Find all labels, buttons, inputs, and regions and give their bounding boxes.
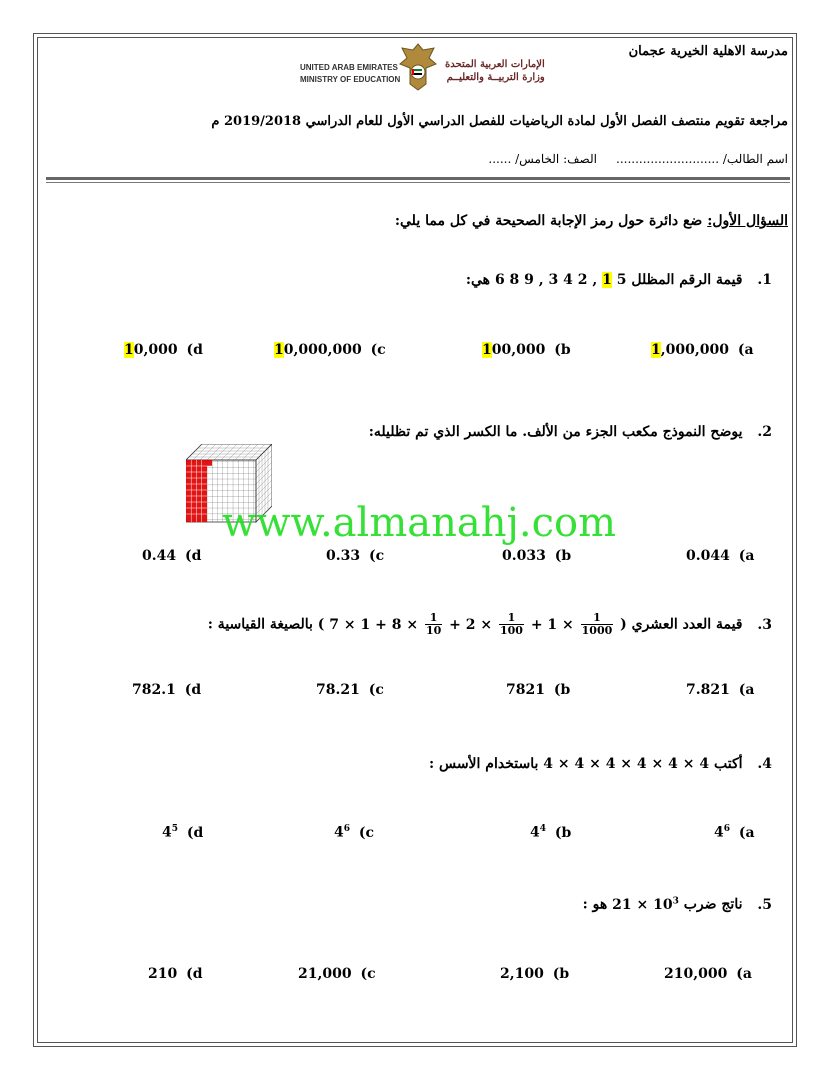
q1-option-a[interactable]: 1,000,000 (a <box>651 342 754 358</box>
q5-option-c[interactable]: 21,000 (c <box>298 966 376 982</box>
q2-option-d[interactable]: 0.44 (d <box>142 548 202 564</box>
decimal-expression: 7 × 1 + 8 × $\frac{1}{10}$ + 2 × $\frac{1}{100}$ + 1 × $\frac{1}{1000}$ <box>329 611 613 637</box>
q5-option-a[interactable]: 210,000 (a <box>664 966 752 982</box>
q1-option-d[interactable]: 10,000 (d <box>124 342 203 358</box>
q3-option-b[interactable]: 7821 (b <box>506 682 571 698</box>
q3-option-a[interactable]: 7.821 (a <box>686 682 755 698</box>
q3-option-d[interactable]: 782.1 (d <box>132 682 202 698</box>
shaded-number: 6 8 9 , 3 4 2 , 1 5 <box>494 272 627 288</box>
student-name-label: اسم الطالب/ ........................... <box>616 152 788 166</box>
product-expression: $21 \times 10^3$ <box>612 896 679 913</box>
q1-option-c[interactable]: 10,000,000 (c <box>274 342 386 358</box>
q5-option-b[interactable]: 2,100 (b <box>500 966 570 982</box>
q3-option-c[interactable]: 78.21 (c <box>316 682 384 698</box>
grade-label: الصف: الخامس/ ...... <box>488 152 597 166</box>
q4-option-a[interactable]: $4^6$ (a <box>714 824 755 841</box>
q5-option-d[interactable]: 210 (d <box>148 966 203 982</box>
ministry-logo-arabic: الإمارات العربية المتحدة وزارة التربيــة والتعليــم <box>445 59 545 83</box>
q4-option-b[interactable]: $4^4$ (b <box>530 824 572 841</box>
ministry-logo-english: UNITED ARAB EMIRATES MINISTRY OF EDUCATION <box>300 63 401 84</box>
q4-option-d[interactable]: $4^5$ (d <box>162 824 204 841</box>
question-2: 2. يوضح النموذج مكعب الجزء من الألف. ما الكسر الذي تم تظليله: <box>368 424 772 440</box>
watermark-text: www.almanahj.com <box>222 500 617 546</box>
header-divider-thin <box>46 182 790 183</box>
q2-option-b[interactable]: 0.033 (b <box>502 548 572 564</box>
q4-option-c[interactable]: $4^6$ (c <box>334 824 375 841</box>
question-3: 3. قيمة العدد العشري ( 7 × 1 + 8 × $\frac{1}{10}$ + 2 × $\frac{1}{100}$ + 1 × $\frac{1}{1000}$ ) بالصيغة القياسية : <box>207 611 772 637</box>
uae-emblem-icon <box>396 40 440 92</box>
question-5: 5. ناتج ضرب $21 \times 10^3$ هو : <box>582 896 772 913</box>
exam-title: مراجعة تقويم منتصف الفصل الأول لمادة الرياضيات للفصل الدراسي الأول للعام الدراسي 2019/2018 م <box>211 114 788 129</box>
q1-option-b[interactable]: 100,000 (b <box>482 342 571 358</box>
school-name: مدرسة الاهلية الخيرية عجمان <box>628 44 788 59</box>
question-1: 1. قيمة الرقم المظلل 6 8 9 , 3 4 2 , 1 5 هي: <box>465 272 772 288</box>
student-info-line <box>488 152 788 166</box>
q2-option-c[interactable]: 0.33 (c <box>326 548 385 564</box>
header-divider <box>46 177 790 180</box>
q2-option-a[interactable]: 0.044 (a <box>686 548 755 564</box>
section-heading: السؤال الأول: ضع دائرة حول رمز الإجابة الصحيحة في كل مما يلي: <box>394 213 788 229</box>
question-4: 4. أكتب 4 × 4 × 4 × 4 × 4 × 4 باستخدام الأسس : <box>428 756 772 772</box>
power-expression: 4 × 4 × 4 × 4 × 4 × 4 <box>543 756 710 772</box>
